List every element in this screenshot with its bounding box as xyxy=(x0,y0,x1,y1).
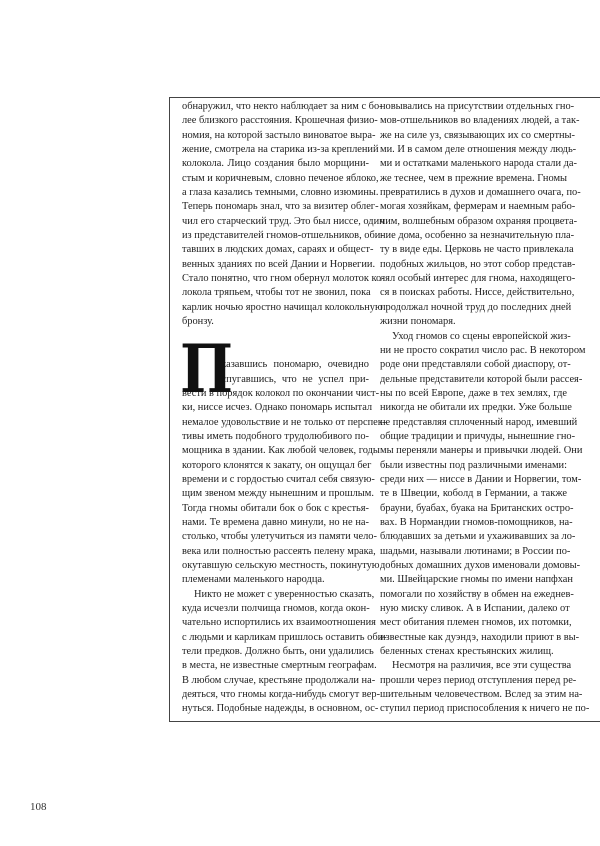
text-line: были известны под различными именами: xyxy=(380,459,567,471)
text-line: помогали по хозяйству в обмен на ежеднев- xyxy=(380,588,574,600)
text-line: роде они представляли собой диаспору, от- xyxy=(380,359,571,371)
text-line: новывались на присутствии отдельных гно- xyxy=(380,101,575,112)
text-line: куда исчезли полчища гномов, когда окон- xyxy=(182,603,370,615)
text-line: ни не просто сократил число рас. В некотором xyxy=(380,344,586,356)
text-line: испугавшись, что не успел при- xyxy=(216,373,369,385)
text-line: дельные представители которой были рассея- xyxy=(380,373,583,385)
text-line: ми. Швейцарские гномы по имени напфхан xyxy=(380,574,573,586)
text-line: немалое удовольствие и не только от перспек- xyxy=(182,416,387,428)
drop-cap: П xyxy=(180,330,233,409)
paragraph xyxy=(380,100,581,330)
text-line: племенами маленького народца. xyxy=(182,574,325,586)
text-line: нуться. Подобные надежды, в основном, ос- xyxy=(182,703,379,715)
text-line: Стало понятно, что гном обернул молоток ко- xyxy=(182,273,385,285)
text-line: мест обитания племен гномов, их потомки, xyxy=(380,617,572,629)
text-line: бронзу. xyxy=(182,316,214,328)
text-line: мы переняли манеры и привычки людей. Они xyxy=(380,445,583,457)
text-line: ми и остатками маленького народа стали да- xyxy=(380,158,578,170)
text-line: Теперь пономарь знал, что за визитер облег- xyxy=(182,201,379,213)
text-line: в места, не известные смертным географам. xyxy=(182,660,377,672)
text-line: брауни, буабах, буака на Британских остро- xyxy=(380,502,574,514)
page-number: 108 xyxy=(30,801,47,813)
text-line: деяться, что гномы когда-нибудь смогут вер- xyxy=(182,689,381,701)
text-line: тавших в людских домах, сараях и общест- xyxy=(182,244,374,256)
text-line: колокола. Лицо создания было морщини- xyxy=(182,158,369,170)
text-line: локола тряпьем, чтобы тот не звонил, пока xyxy=(182,287,371,299)
text-line: ную миску сливок. А в Испании, далеко от xyxy=(380,603,570,615)
text-line: В любом случае, крестьяне продолжали на- xyxy=(182,674,376,686)
text-line: мощника в здании. Как любой человек, годы xyxy=(182,445,380,457)
text-line: стым и коричневым, словно печеное яблоко, xyxy=(182,172,379,184)
text-line: добных домашних духов именовали домовы- xyxy=(380,560,581,571)
text-line: ступил период приспособления к ничего не по- xyxy=(380,703,590,715)
text-line: прошли через период отступления перед ре- xyxy=(380,674,577,686)
text-line: обнаружил, что некто наблюдает за ним с бо- xyxy=(182,101,383,112)
text-line: мов-отшельников во владениях людей, а так- xyxy=(380,115,580,127)
text-line: карлик ночью яростно начищал колокольную xyxy=(182,301,383,313)
text-line: вах. В Нормандии гномов-помощников, на- xyxy=(380,516,573,528)
text-line: ми. И в самом деле отношения между людь- xyxy=(380,144,577,156)
text-line: блюдавших за детьми и ухаживавших за ло- xyxy=(380,531,576,543)
text-line: те в Швеции, коболд в Германии, а также xyxy=(380,488,567,500)
text-line: лял особый интерес для гнома, находящего- xyxy=(380,273,576,285)
text-line: вести в порядок колокол по окончании чист- xyxy=(182,387,380,399)
text-line: тели предков. Должно быть, они удалились xyxy=(182,646,374,658)
text-line: щим звеном между нынешним и прошлым. xyxy=(182,488,374,500)
text-line: ние дома, особенно за незначительную пла- xyxy=(380,230,575,242)
text-line: среди них — ниссе в Дании и Норвегии, том- xyxy=(380,473,582,485)
text-line: чим, волшебным образом охраняя процвета- xyxy=(380,215,578,227)
paragraph xyxy=(182,100,385,330)
text-line: жизни пономаря. xyxy=(380,316,456,328)
text-line: никогда не обитали их предки. Уже больше xyxy=(380,402,572,414)
text-line: ту в виде еды. Церковь не часто привлекала xyxy=(380,244,574,256)
text-line: превратились в духов и домашнего очага, по- xyxy=(380,187,581,199)
text-line: Тогда гномы обитали бок о бок с крестья- xyxy=(182,502,369,514)
text-line: Никто не может с уверенностью сказать, xyxy=(194,588,375,600)
text-line: же на силе уз, связывающих их со смертны- xyxy=(380,129,575,141)
text-line: нами. Те времена давно минули, но не на- xyxy=(182,516,369,528)
paragraph xyxy=(380,659,590,716)
text-line: оказавшись пономарю, очевидно xyxy=(216,359,369,371)
right-text-column xyxy=(380,100,590,717)
text-line: ны по всей Европе, даже в тех землях, где xyxy=(380,387,567,399)
text-line: Уход гномов со сцены европейской жиз- xyxy=(392,330,571,342)
text-line: жение, смотрела на старика из-за креплений xyxy=(182,144,379,156)
paragraph xyxy=(180,330,387,588)
text-line: с людьми и карликам пришлось оставить оби- xyxy=(182,631,387,643)
text-line: которого клонятся к закату, он ощущал бег xyxy=(182,459,372,471)
text-line: номия, на которой застыло виноватое выра- xyxy=(182,129,376,141)
text-line: тивы иметь подобного трудолюбивого по- xyxy=(182,430,369,442)
paragraph xyxy=(182,588,387,717)
text-line: не представляя сплоченный народ, имевший xyxy=(380,416,578,428)
text-line: столько, чтобы улетучиться из памяти чело- xyxy=(182,531,377,543)
text-line: ки, ниссе исчез. Однако пономарь испытал xyxy=(182,402,373,414)
text-line: известные как дуэндэ, находили приют в вы- xyxy=(380,631,580,643)
text-line: же теснее, чем в прежние времена. Гномы xyxy=(380,172,567,184)
text-line: ся в поисках работы. Ниссе, действительно, xyxy=(380,287,575,299)
text-line: чил его старческий труд. Это был ниссе, один xyxy=(182,215,385,227)
text-line: шительным человечеством. Вслед за этим на- xyxy=(380,689,583,701)
text-line: могая хозяйкам, фермерам и наемным рабо- xyxy=(380,201,576,213)
text-line: подобных жильцов, но этот собор представ- xyxy=(380,258,576,270)
text-line: а глаза казались темными, словно изюмины. xyxy=(182,187,379,199)
text-line: беленных стенах крестьянских жилищ. xyxy=(380,646,554,658)
left-text-column xyxy=(180,100,387,717)
text-line: шадьми, называли лютинами; в России по- xyxy=(380,545,571,557)
text-line: из представителей гномов-отшельников, оби- xyxy=(182,230,384,242)
text-line: века или полностью рассеять пелену мрака, xyxy=(182,545,376,557)
text-line: венных зданиях по всей Дании и Норвегии. xyxy=(182,258,376,270)
text-line: чательно испортились их взаимоотношения xyxy=(182,617,376,629)
text-line: Несмотря на различия, все эти существа xyxy=(392,660,572,672)
text-line: общие традиции и причуды, нынешние гно- xyxy=(380,430,576,442)
text-line: окутавшую сельскую местность, покинутую xyxy=(182,560,380,571)
text-line: продолжал ночной труд до последних дней xyxy=(380,301,572,313)
text-line: лее близкого расстояния. Крошечная физио- xyxy=(182,115,378,127)
paragraph xyxy=(380,330,586,660)
text-line: времени и с гордостью считал себя связую- xyxy=(182,473,375,485)
